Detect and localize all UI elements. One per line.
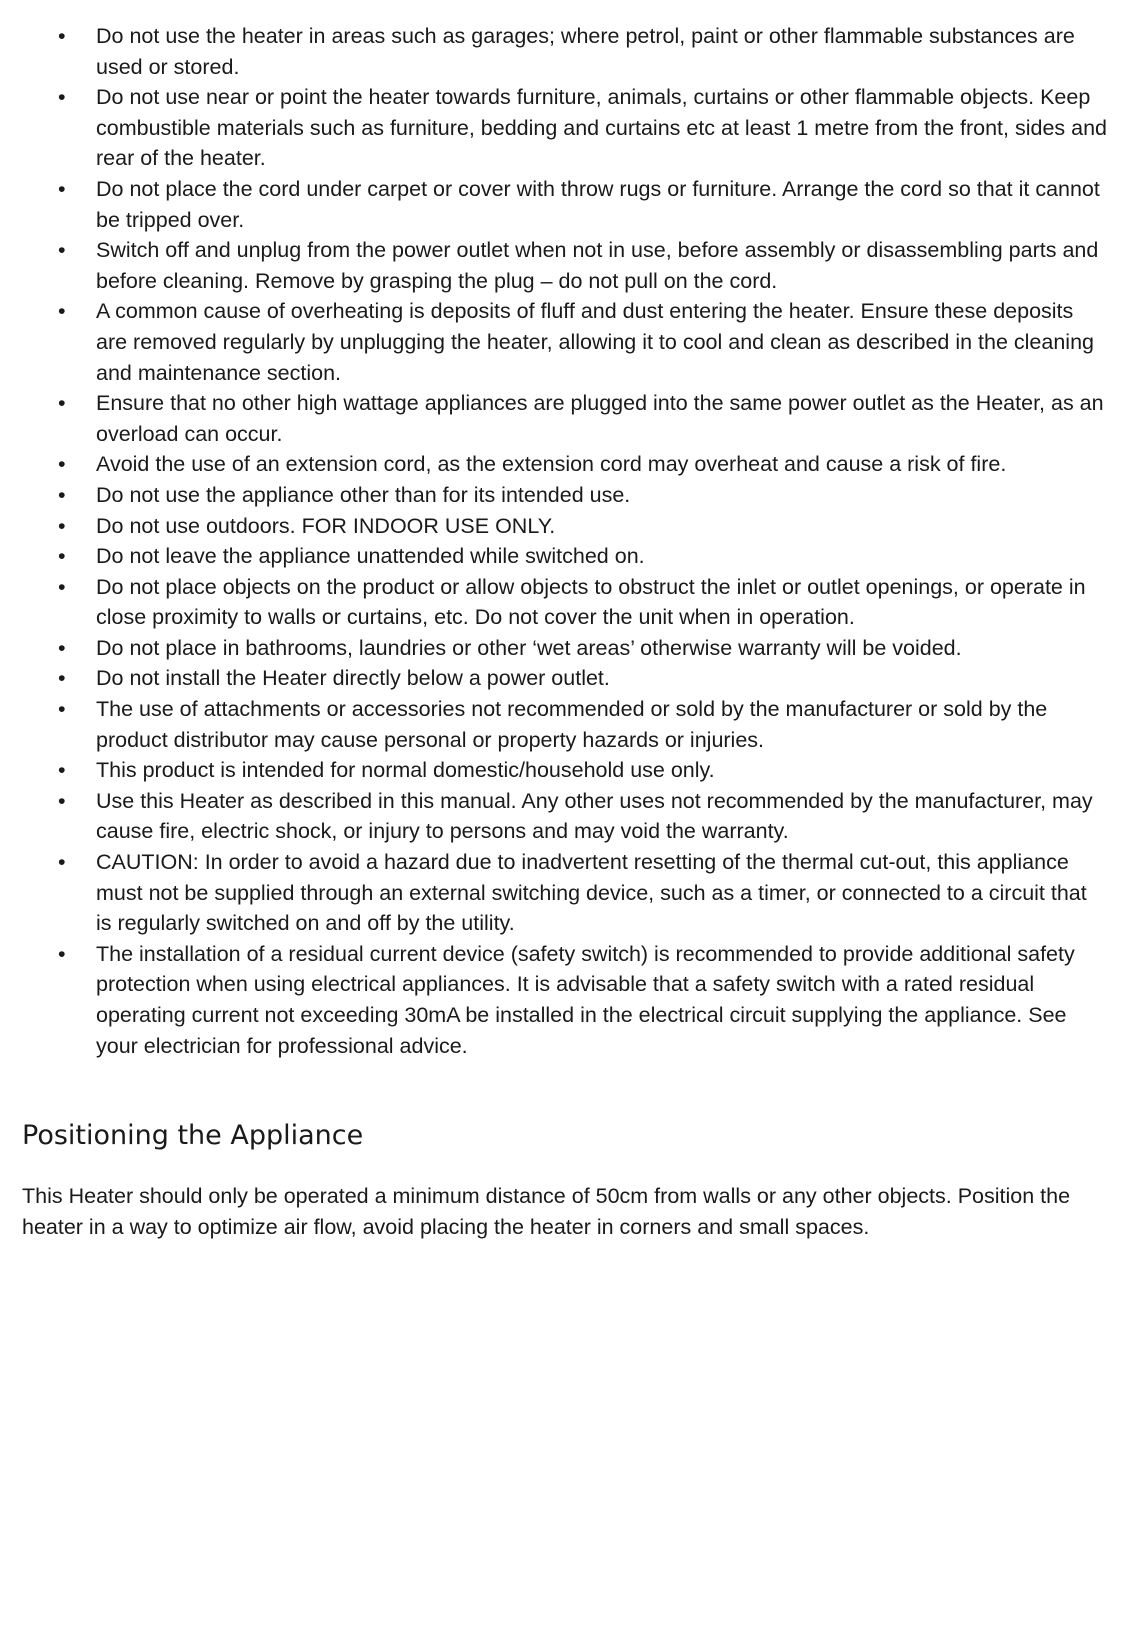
bullet-icon: •: [58, 452, 66, 477]
list-item: [58, 21, 1108, 82]
bullet-icon: •: [58, 941, 66, 966]
list-item: [58, 296, 1108, 388]
warning-text: Do not place the cord under carpet or cover with throw rugs or furniture. Arrange the cord so that it cannot be tripped over.: [96, 176, 1100, 232]
list-item: [58, 572, 1108, 633]
warning-text: Do not use near or point the heater towards furniture, animals, curtains or other flammable objects. Keep combustible materials such as furniture, bedding and curtains etc at least 1 metre from the front, sides and rear of the heater.: [96, 85, 1108, 171]
warning-text: The installation of a residual current device (safety switch) is recommended to provide additional safety protection when using electrical appliances. It is advisable that a safety switch with a rated residual operating current not exceeding 30mA be installed in the electrical circuit supplying the appliance. See your electrician for professional advice.: [96, 941, 1075, 1058]
list-item: [58, 511, 1108, 542]
list-item: [58, 541, 1108, 572]
bullet-icon: •: [58, 544, 66, 569]
bullet-icon: •: [58, 482, 66, 507]
safety-warnings-list: [58, 21, 1108, 1061]
warning-text: A common cause of overheating is deposits of fluff and dust entering the heater. Ensure these deposits are removed regularly by unplugging the heater, allowing it to cool and clean as described in the cleaning and maintenance section.: [96, 299, 1094, 385]
bullet-icon: •: [58, 238, 66, 263]
warning-text: Do not place objects on the product or allow objects to obstruct the inlet or outlet openings, or operate in close proximity to walls or curtains, etc. Do not cover the unit when in operation.: [96, 574, 1086, 630]
bullet-icon: •: [58, 758, 66, 783]
warning-text: Avoid the use of an extension cord, as the extension cord may overheat and cause a risk of fire.: [96, 452, 1007, 477]
bullet-icon: •: [58, 85, 66, 110]
warning-text: Ensure that no other high wattage appliances are plugged into the same power outlet as the Heater, as an overload can occur.: [96, 391, 1104, 446]
bullet-icon: •: [58, 850, 66, 875]
warning-text: CAUTION: In order to avoid a hazard due to inadvertent resetting of the thermal cut-out, this appliance must not be supplied through an external switching device, such as a timer, or connected to a circuit that is regularly switched on and off by the utility.: [96, 850, 1087, 936]
list-item: [58, 449, 1108, 480]
bullet-icon: •: [58, 635, 66, 660]
warning-text: Do not use the appliance other than for its intended use.: [96, 482, 631, 507]
bullet-icon: •: [58, 666, 66, 691]
warning-text: Use this Heater as described in this manual. Any other uses not recommended by the manufacturer, may cause fire, electric shock, or injury to persons and may void the warranty.: [96, 788, 1093, 844]
list-item: [58, 480, 1108, 511]
warning-text: Do not use outdoors. FOR INDOOR USE ONLY.: [96, 513, 556, 538]
bullet-icon: •: [58, 697, 66, 722]
list-item: [58, 939, 1108, 1061]
warning-text: Do not use the heater in areas such as garages; where petrol, paint or other flammable substances are used or stored.: [96, 24, 1075, 79]
list-item: [58, 847, 1108, 939]
list-item: [58, 663, 1108, 694]
list-item: [58, 786, 1108, 847]
section-heading: Positioning the Appliance: [22, 1120, 364, 1151]
list-item: [58, 235, 1108, 296]
list-item: [58, 174, 1108, 235]
warning-text: This product is intended for normal domestic/household use only.: [96, 758, 715, 783]
bullet-icon: •: [58, 391, 66, 416]
positioning-paragraph: This Heater should only be operated a minimum distance of 50cm from walls or any other objects. Position the heater in a way to optimize air flow, avoid placing the heater in corners and small spaces.: [22, 1184, 1071, 1239]
list-item: [58, 755, 1108, 786]
warning-text: Switch off and unplug from the power outlet when not in use, before assembly or disassembling parts and before cleaning. Remove by grasping the plug – do not pull on the cord.: [96, 238, 1099, 293]
warning-text: Do not install the Heater directly below a power outlet.: [96, 666, 610, 691]
warning-text: The use of attachments or accessories not recommended or sold by the manufacturer or sold by the product distributor may cause personal or property hazards or injuries.: [96, 697, 1048, 752]
list-item: [58, 633, 1108, 664]
list-item: [58, 388, 1108, 449]
bullet-icon: •: [58, 513, 66, 538]
bullet-icon: •: [58, 788, 66, 813]
bullet-icon: •: [58, 299, 66, 324]
list-item: [58, 694, 1108, 755]
bullet-icon: •: [58, 176, 66, 201]
list-item: [58, 82, 1108, 174]
warning-text: Do not leave the appliance unattended while switched on.: [96, 544, 645, 569]
bullet-icon: •: [58, 24, 66, 48]
bullet-icon: •: [58, 574, 66, 599]
warning-text: Do not place in bathrooms, laundries or other ‘wet areas’ otherwise warranty will be voided.: [96, 635, 962, 660]
